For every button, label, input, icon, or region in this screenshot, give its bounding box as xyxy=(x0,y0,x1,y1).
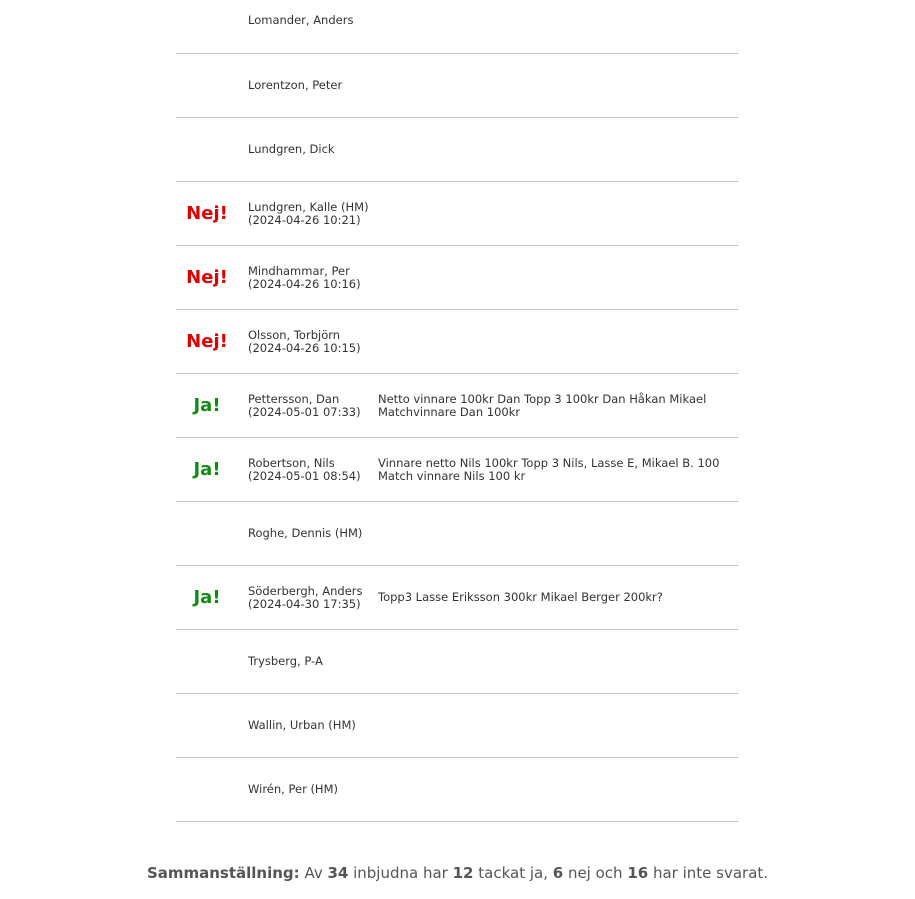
player-name: Lorentzon, Peter xyxy=(248,78,343,92)
table-row xyxy=(176,246,739,310)
player-name: Lundgren, Kalle (HM) xyxy=(248,199,369,214)
name-cell xyxy=(248,182,373,245)
summary-text-4: nej och xyxy=(563,864,628,882)
table-row xyxy=(176,630,739,694)
response-status: Nej! xyxy=(186,267,228,288)
summary-unanswered-count: 16 xyxy=(627,864,649,882)
table-row xyxy=(176,118,739,182)
summary-invited-count: 34 xyxy=(327,864,349,882)
comment-text: Topp3 Lasse Eriksson 300kr Mikael Berger 200kr? xyxy=(378,590,663,604)
comment-cell xyxy=(378,502,728,565)
name-cell xyxy=(248,694,373,757)
comment-cell xyxy=(378,246,728,309)
table-row xyxy=(176,758,739,822)
table-row xyxy=(176,438,739,502)
name-cell xyxy=(248,118,373,181)
name-cell xyxy=(248,502,373,565)
response-status xyxy=(176,630,238,693)
response-timestamp: (2024-05-01 07:33) xyxy=(248,404,361,419)
response-status xyxy=(176,54,238,117)
summary-no-count: 6 xyxy=(552,864,564,882)
response-status xyxy=(176,502,238,565)
response-timestamp: (2024-05-01 08:54) xyxy=(248,468,361,483)
name-cell xyxy=(248,0,373,53)
summary-label: Sammanställning: xyxy=(146,864,300,882)
response-timestamp: (2024-04-30 17:35) xyxy=(248,596,361,611)
summary-text-2: inbjudna har xyxy=(348,864,453,882)
response-timestamp: (2024-04-26 10:15) xyxy=(248,340,361,355)
comment-text: Vinnare netto Nils 100kr Topp 3 Nils, Lasse E, Mikael B. 100 Match vinnare Nils 100 kr xyxy=(378,455,720,483)
response-status xyxy=(176,758,238,821)
table-row xyxy=(176,182,739,246)
name-cell xyxy=(248,374,373,437)
comment-cell xyxy=(378,758,728,821)
player-name: Mindhammar, Per xyxy=(248,263,350,278)
comment-cell xyxy=(378,0,728,53)
comment-text: Netto vinnare 100kr Dan Topp 3 100kr Dan Håkan Mikael Matchvinnare Dan 100kr xyxy=(378,391,707,419)
comment-cell xyxy=(378,182,728,245)
summary-yes-count: 12 xyxy=(452,864,474,882)
table-row xyxy=(176,566,739,630)
player-name: Trysberg, P-A xyxy=(248,654,323,668)
response-status: Nej! xyxy=(186,331,228,352)
comment-cell xyxy=(378,374,728,437)
response-status: Ja! xyxy=(193,459,221,480)
player-name: Robertson, Nils xyxy=(248,455,335,470)
name-cell xyxy=(248,630,373,693)
summary xyxy=(0,864,915,882)
comment-cell xyxy=(378,694,728,757)
player-name: Roghe, Dennis (HM) xyxy=(248,526,363,540)
response-status xyxy=(176,694,238,757)
summary-text-5: har inte svarat. xyxy=(648,864,769,882)
table-row xyxy=(176,694,739,758)
response-status: Ja! xyxy=(193,587,221,608)
response-timestamp: (2024-04-26 10:21) xyxy=(248,212,361,227)
summary-text-3: tackat ja, xyxy=(473,864,553,882)
name-cell xyxy=(248,438,373,501)
player-name: Wallin, Urban (HM) xyxy=(248,718,356,732)
table-row xyxy=(176,374,739,438)
comment-cell xyxy=(378,566,728,629)
name-cell xyxy=(248,54,373,117)
table-row xyxy=(176,54,739,118)
response-status xyxy=(176,118,238,181)
response-timestamp: (2024-04-26 10:16) xyxy=(248,276,361,291)
comment-cell xyxy=(378,630,728,693)
response-status: Nej! xyxy=(186,203,228,224)
comment-cell xyxy=(378,118,728,181)
table-row xyxy=(176,310,739,374)
name-cell xyxy=(248,566,373,629)
player-name: Pettersson, Dan xyxy=(248,391,340,406)
comment-cell xyxy=(378,438,728,501)
name-cell xyxy=(248,246,373,309)
comment-cell xyxy=(378,310,728,373)
player-name: Olsson, Torbjörn xyxy=(248,327,341,342)
response-status: Ja! xyxy=(193,395,221,416)
player-name: Wirén, Per (HM) xyxy=(248,782,338,796)
comment-cell xyxy=(378,54,728,117)
name-cell xyxy=(248,758,373,821)
table-row xyxy=(176,0,739,54)
player-name: Söderbergh, Anders xyxy=(248,583,363,598)
name-cell xyxy=(248,310,373,373)
player-name: Lomander, Anders xyxy=(248,13,354,27)
summary-text-1: Av xyxy=(299,864,328,882)
table-row xyxy=(176,502,739,566)
response-status xyxy=(176,0,238,53)
response-table xyxy=(176,0,739,822)
player-name: Lundgren, Dick xyxy=(248,142,335,156)
